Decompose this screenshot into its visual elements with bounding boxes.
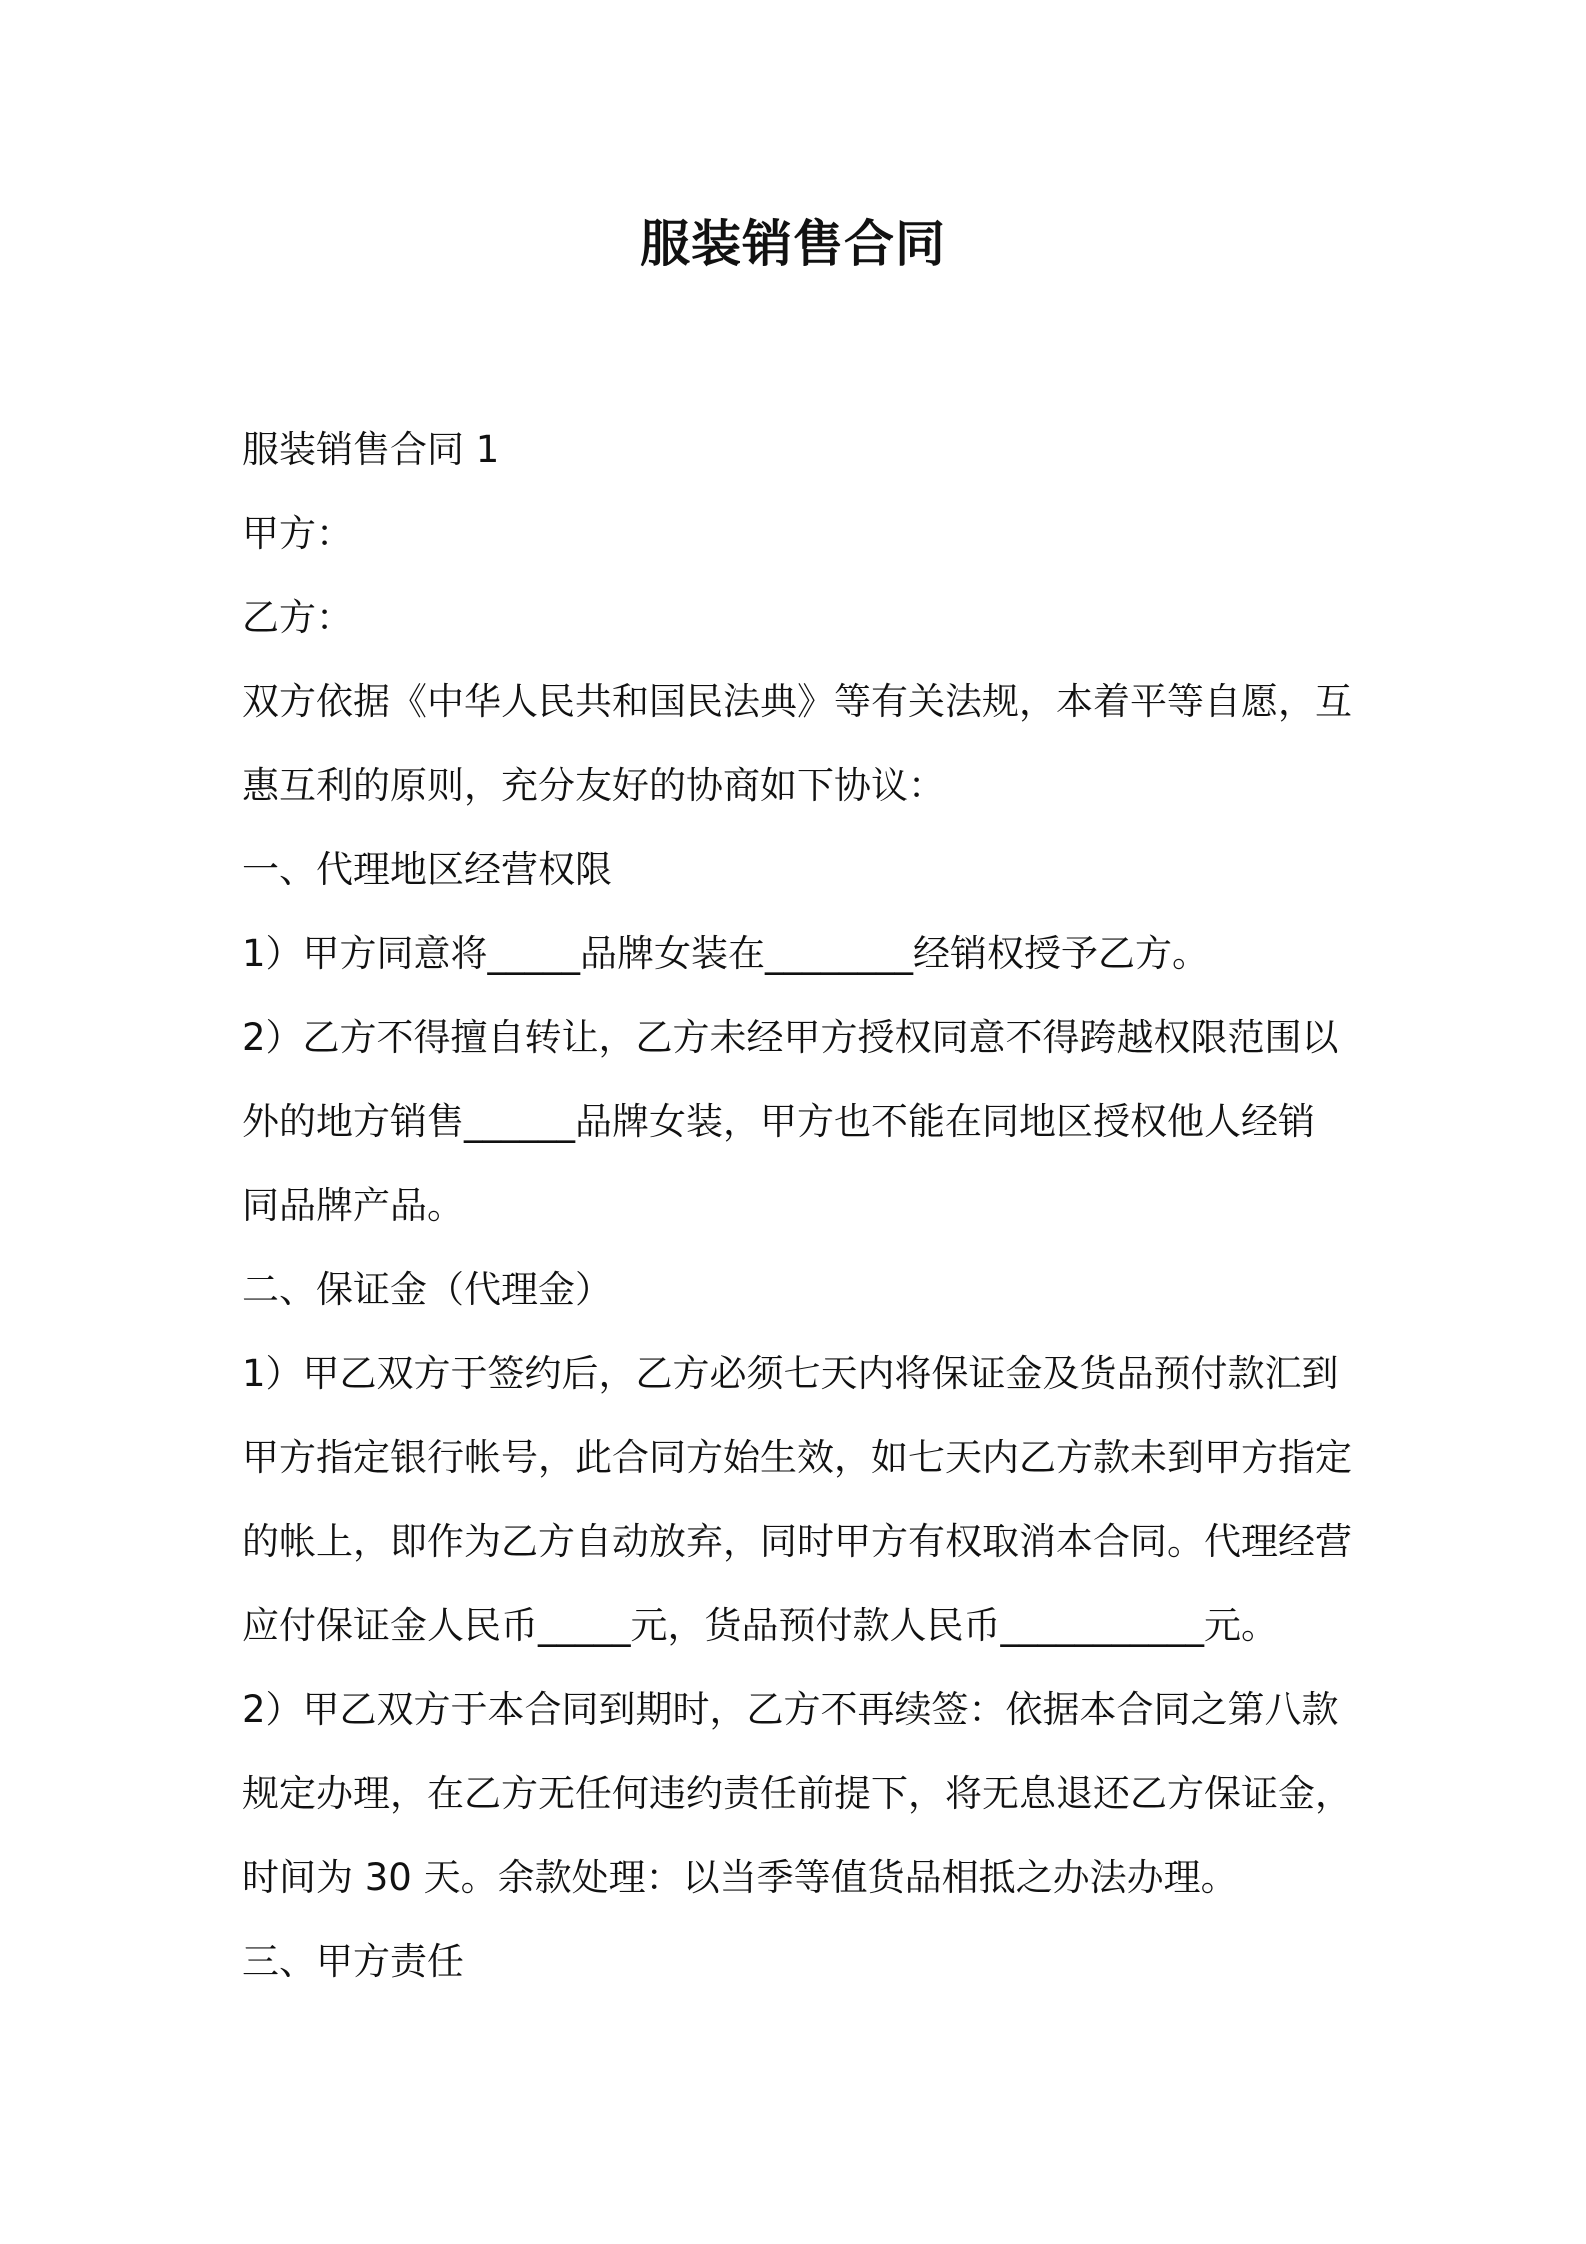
clause-heading: 二、保证金（代理金） <box>242 1268 612 1311</box>
paragraph-line: 时间为 30 天。余款处理：以当季等值货品相抵之办法办理。 <box>242 1856 1238 1899</box>
paragraph-line: 1）甲乙双方于签约后，乙方必须七天内将保证金及货品预付款汇到 <box>242 1352 1339 1395</box>
document-title: 服装销售合同 <box>640 215 946 273</box>
clause-heading: 三、甲方责任 <box>242 1940 464 1983</box>
paragraph-line: 1）甲方同意将_____品牌女装在________经销权授予乙方。 <box>242 932 1210 975</box>
paragraph-line: 同品牌产品。 <box>242 1184 464 1227</box>
paragraph-line: 2）乙方不得擅自转让，乙方未经甲方授权同意不得跨越权限范围以 <box>242 1016 1339 1059</box>
party-a-label: 甲方： <box>242 512 353 555</box>
paragraph-line: 双方依据《中华人民共和国民法典》等有关法规，本着平等自愿，互 <box>242 680 1352 723</box>
paragraph-line: 外的地方销售______品牌女装，甲方也不能在同地区授权他人经销 <box>242 1100 1315 1143</box>
paragraph-line: 的帐上，即作为乙方自动放弃，同时甲方有权取消本合同。代理经营 <box>242 1520 1352 1563</box>
paragraph-line: 惠互利的原则，充分友好的协商如下协议： <box>242 764 945 807</box>
paragraph-line: 甲方指定银行帐号，此合同方始生效，如七天内乙方款未到甲方指定 <box>242 1436 1352 1479</box>
party-b-label: 乙方： <box>242 596 353 639</box>
paragraph-line: 2）甲乙双方于本合同到期时，乙方不再续签：依据本合同之第八款 <box>242 1688 1339 1731</box>
clause-heading: 一、代理地区经营权限 <box>242 848 612 891</box>
document-body <box>242 408 1352 2004</box>
paragraph-line: 规定办理，在乙方无任何违约责任前提下，将无息退还乙方保证金， <box>242 1772 1352 1815</box>
section-heading: 服装销售合同 1 <box>242 428 500 471</box>
paragraph-line: 应付保证金人民币_____元，货品预付款人民币___________元。 <box>242 1604 1278 1647</box>
